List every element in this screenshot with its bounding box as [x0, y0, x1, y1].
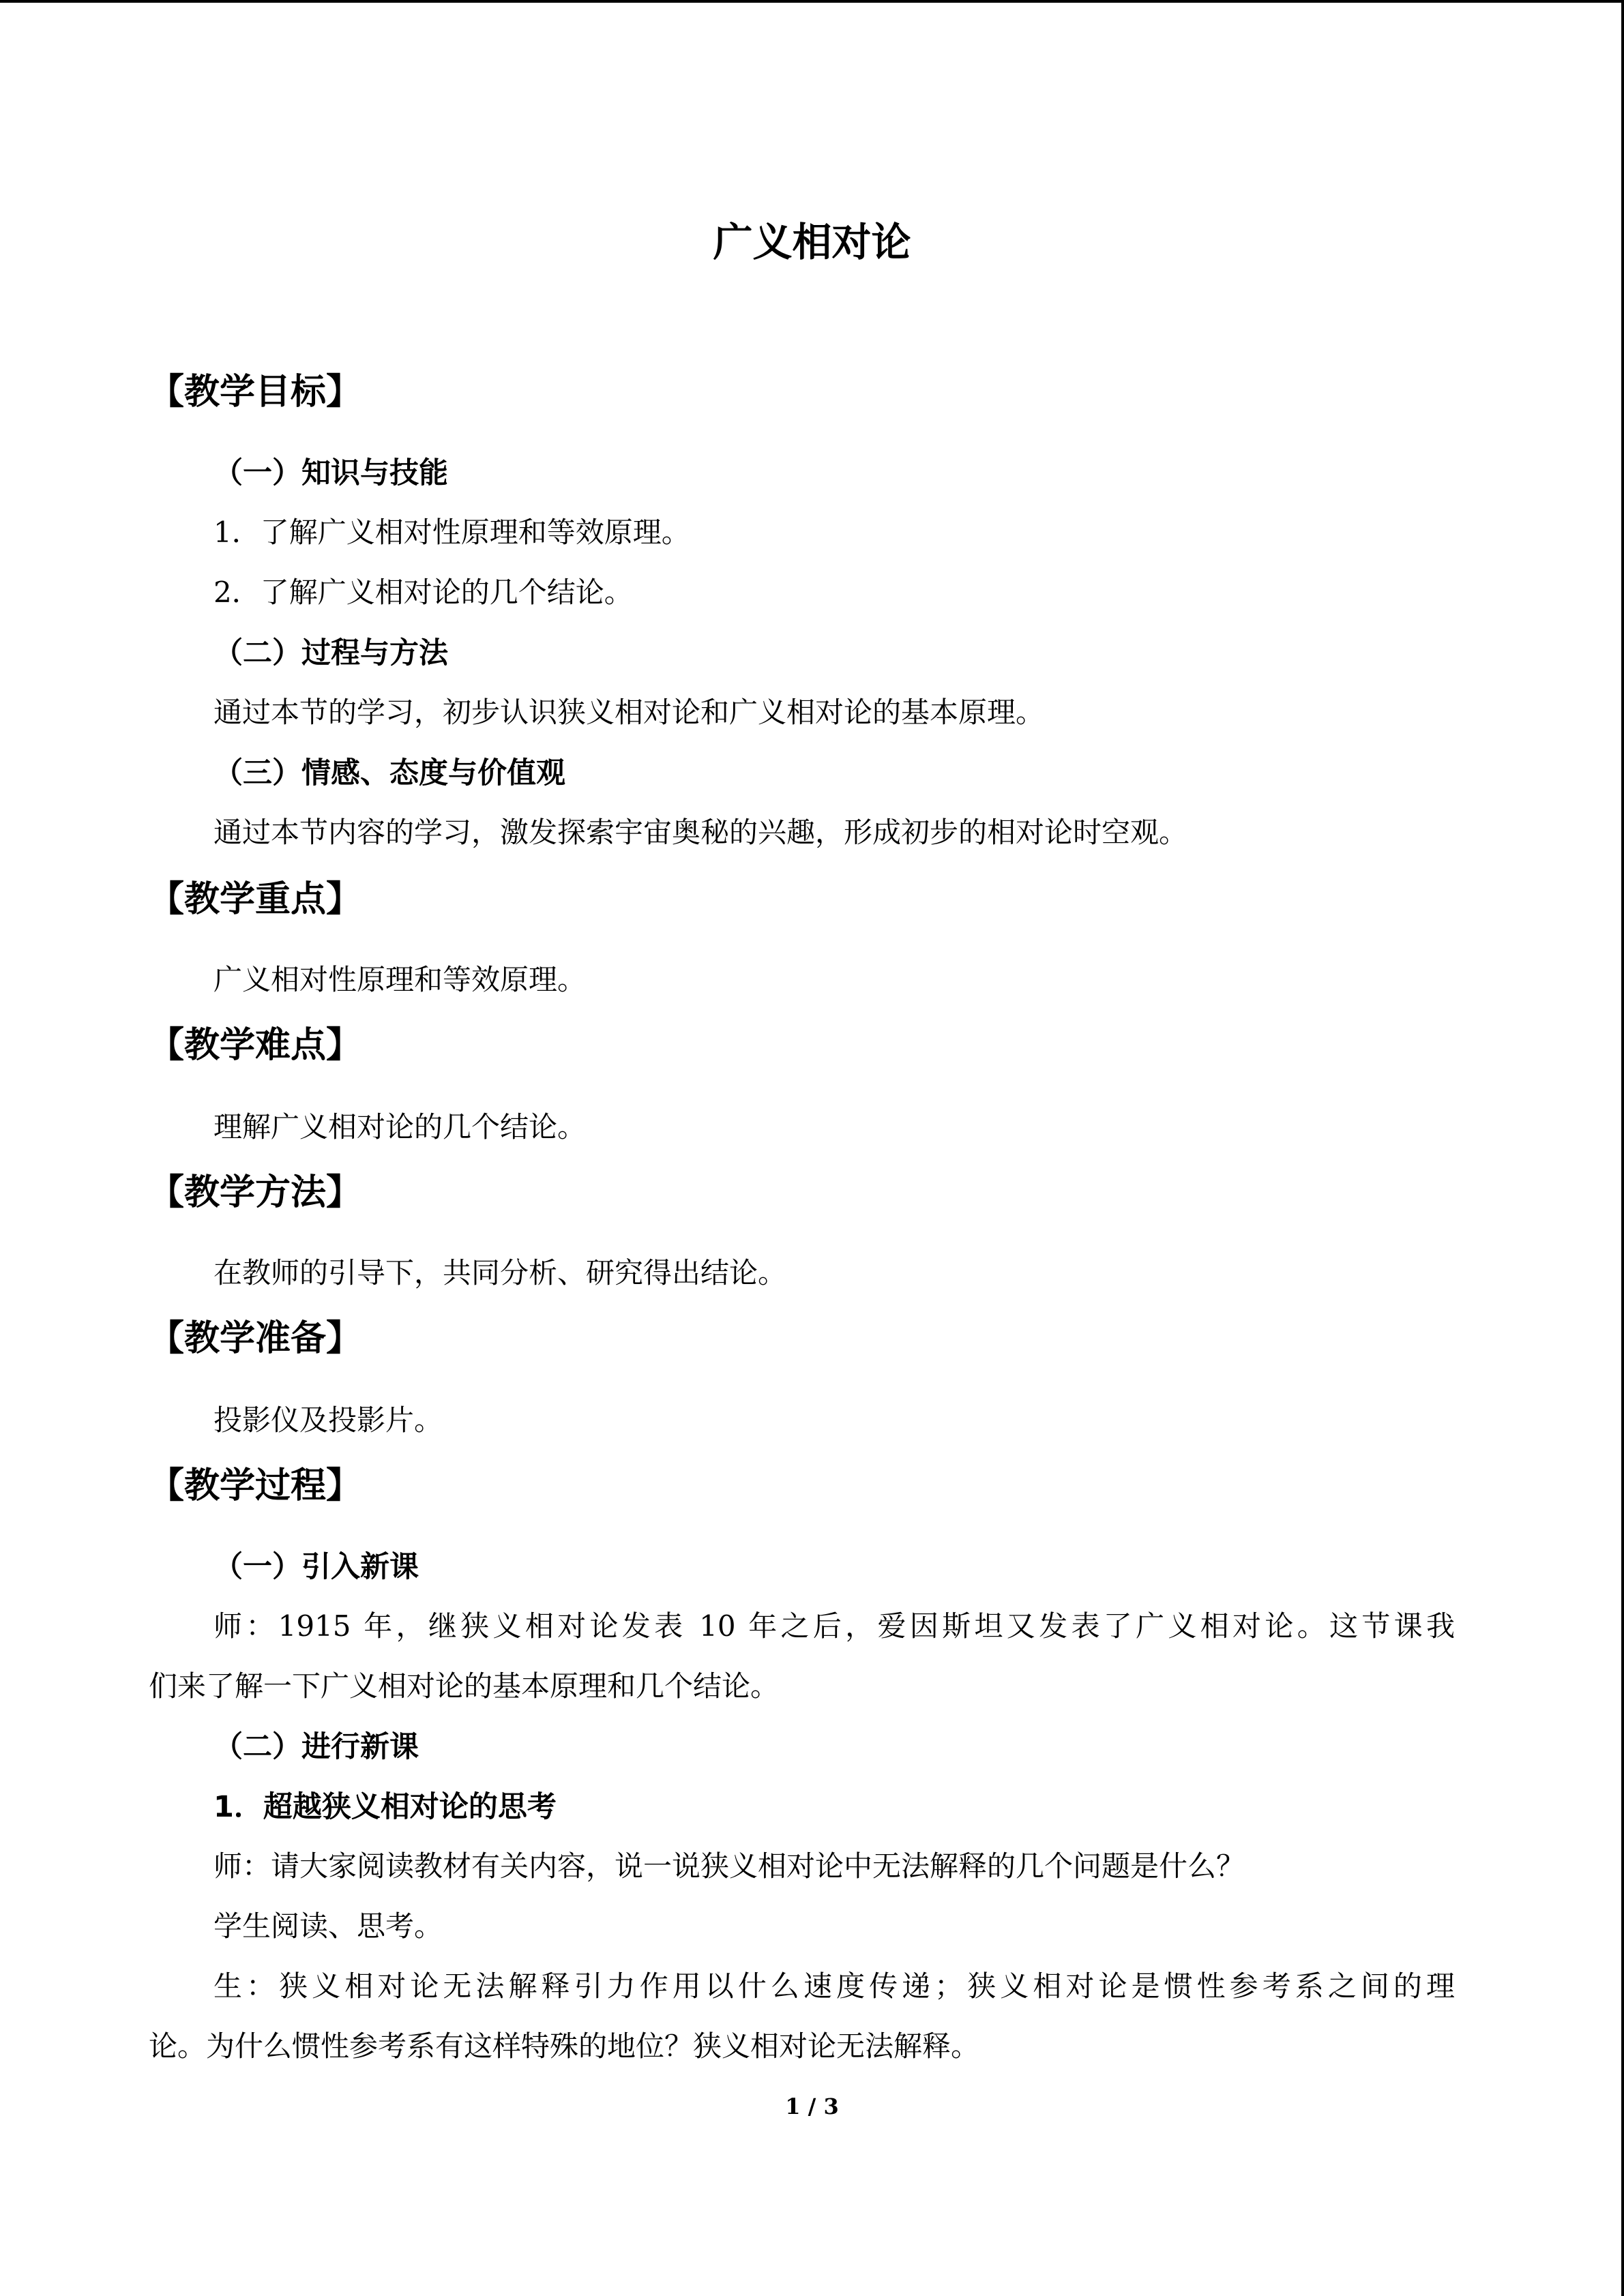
subheading-new-lesson: （二）进行新课 [213, 1730, 419, 1764]
paragraph-intro-line-1: 师：1915 年，继狭义相对论发表 10 年之后，爱因斯坦又发表了广义相对论。这节课我 [213, 1609, 1455, 1643]
section-heading-method: 【教学方法】 [149, 1172, 362, 1213]
paragraph-knowledge-1: 1．了解广义相对性原理和等效原理。 [213, 516, 690, 549]
paragraph-key: 广义相对性原理和等效原理。 [213, 963, 587, 996]
page-border-top [0, 0, 1624, 3]
paragraph-prep: 投影仪及投影片。 [213, 1403, 443, 1437]
paragraph-process-method: 通过本节的学习，初步认识狭义相对论和广义相对论的基本原理。 [213, 696, 1045, 729]
paragraph-method: 在教师的引导下，共同分析、研究得出结论。 [213, 1256, 787, 1289]
section-heading-key: 【教学重点】 [149, 879, 362, 920]
section-heading-difficulty: 【教学难点】 [149, 1025, 362, 1066]
subheading-intro: （一）引入新课 [213, 1550, 419, 1584]
paragraph-knowledge-2: 2．了解广义相对论的几个结论。 [213, 576, 633, 609]
document-title: 广义相对论 [713, 219, 911, 265]
subheading-process-method: （二）过程与方法 [213, 636, 448, 670]
section-heading-process: 【教学过程】 [149, 1465, 362, 1506]
paragraph-teacher-question: 师：请大家阅读教材有关内容，说一说狭义相对论中无法解释的几个问题是什么？ [213, 1849, 1245, 1883]
section-heading-goals: 【教学目标】 [149, 372, 362, 413]
subheading-emotion: （三）情感、态度与价值观 [213, 756, 565, 790]
page-number: 1 / 3 [785, 2093, 839, 2119]
subheading-knowledge: （一）知识与技能 [213, 456, 448, 490]
section-heading-prep: 【教学准备】 [149, 1318, 362, 1359]
paragraph-student-answer-line-2: 论。为什么惯性参考系有这样特殊的地位？狭义相对论无法解释。 [149, 2029, 980, 2063]
subheading-topic-1: 1．超越狭义相对论的思考 [213, 1790, 557, 1824]
page-border-right [1621, 0, 1624, 2296]
paragraph-student-action: 学生阅读、思考。 [213, 1909, 443, 1943]
paragraph-student-answer-line-1: 生：狭义相对论无法解释引力作用以什么速度传递；狭义相对论是惯性参考系之间的理 [213, 1969, 1455, 2003]
paragraph-intro-line-2: 们来了解一下广义相对论的基本原理和几个结论。 [149, 1669, 780, 1703]
paragraph-difficulty: 理解广义相对论的几个结论。 [213, 1110, 587, 1144]
paragraph-emotion: 通过本节内容的学习，激发探索宇宙奥秘的兴趣，形成初步的相对论时空观。 [213, 816, 1188, 849]
